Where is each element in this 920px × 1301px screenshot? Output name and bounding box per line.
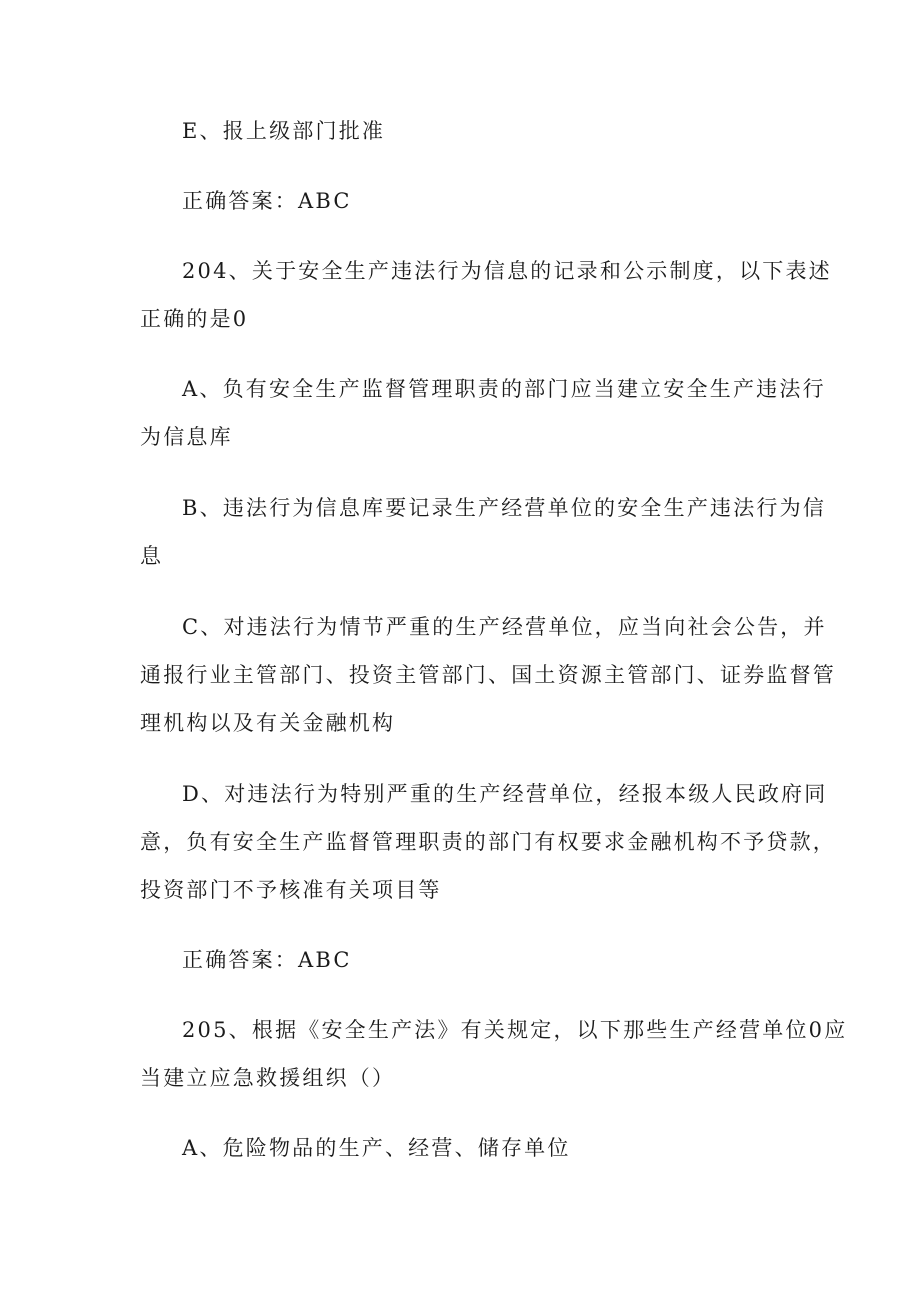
question-204-option-d-line3: 投资部门不予核准有关项目等: [140, 878, 442, 902]
answer-204: 正确答案：ABC: [182, 948, 352, 972]
question-205-line2: 当建立应急救援组织（）: [140, 1066, 396, 1090]
question-205-line1: 205、根据《安全生产法》有关规定，以下那些生产经营单位0应: [182, 1018, 848, 1042]
question-204-option-a-line2: 为信息库: [140, 425, 233, 449]
question-205-option-a-line1: A、危险物品的生产、经营、储存单位: [182, 1136, 571, 1160]
question-204-line1: 204、关于安全生产违法行为信息的记录和公示制度，以下表述: [182, 259, 832, 283]
answer-203: 正确答案：ABC: [182, 189, 352, 213]
question-204-option-c-line2: 通报行业主管部门、投资主管部门、国土资源主管部门、证券监督管: [140, 663, 836, 687]
question-204-option-b-line1: B、违法行为信息库要记录生产经营单位的安全生产违法行为信: [182, 496, 827, 520]
option-e-text: E、报上级部门批准: [182, 119, 386, 143]
question-204-line2: 正确的是0: [140, 307, 249, 331]
question-204-option-c-line3: 理机构以及有关金融机构: [140, 711, 396, 735]
question-204-option-a-line1: A、负有安全生产监督管理职责的部门应当建立安全生产违法行: [182, 377, 826, 401]
question-204-option-b-line2: 息: [140, 544, 164, 568]
question-204-option-d-line2: 意，负有安全生产监督管理职责的部门有权要求金融机构不予贷款，: [140, 830, 836, 854]
question-204-option-c-line1: C、对违法行为情节严重的生产经营单位，应当向社会公告，并: [182, 615, 827, 639]
question-204-option-d-line1: D、对违法行为特别严重的生产经营单位，经报本级人民政府同: [182, 782, 828, 806]
